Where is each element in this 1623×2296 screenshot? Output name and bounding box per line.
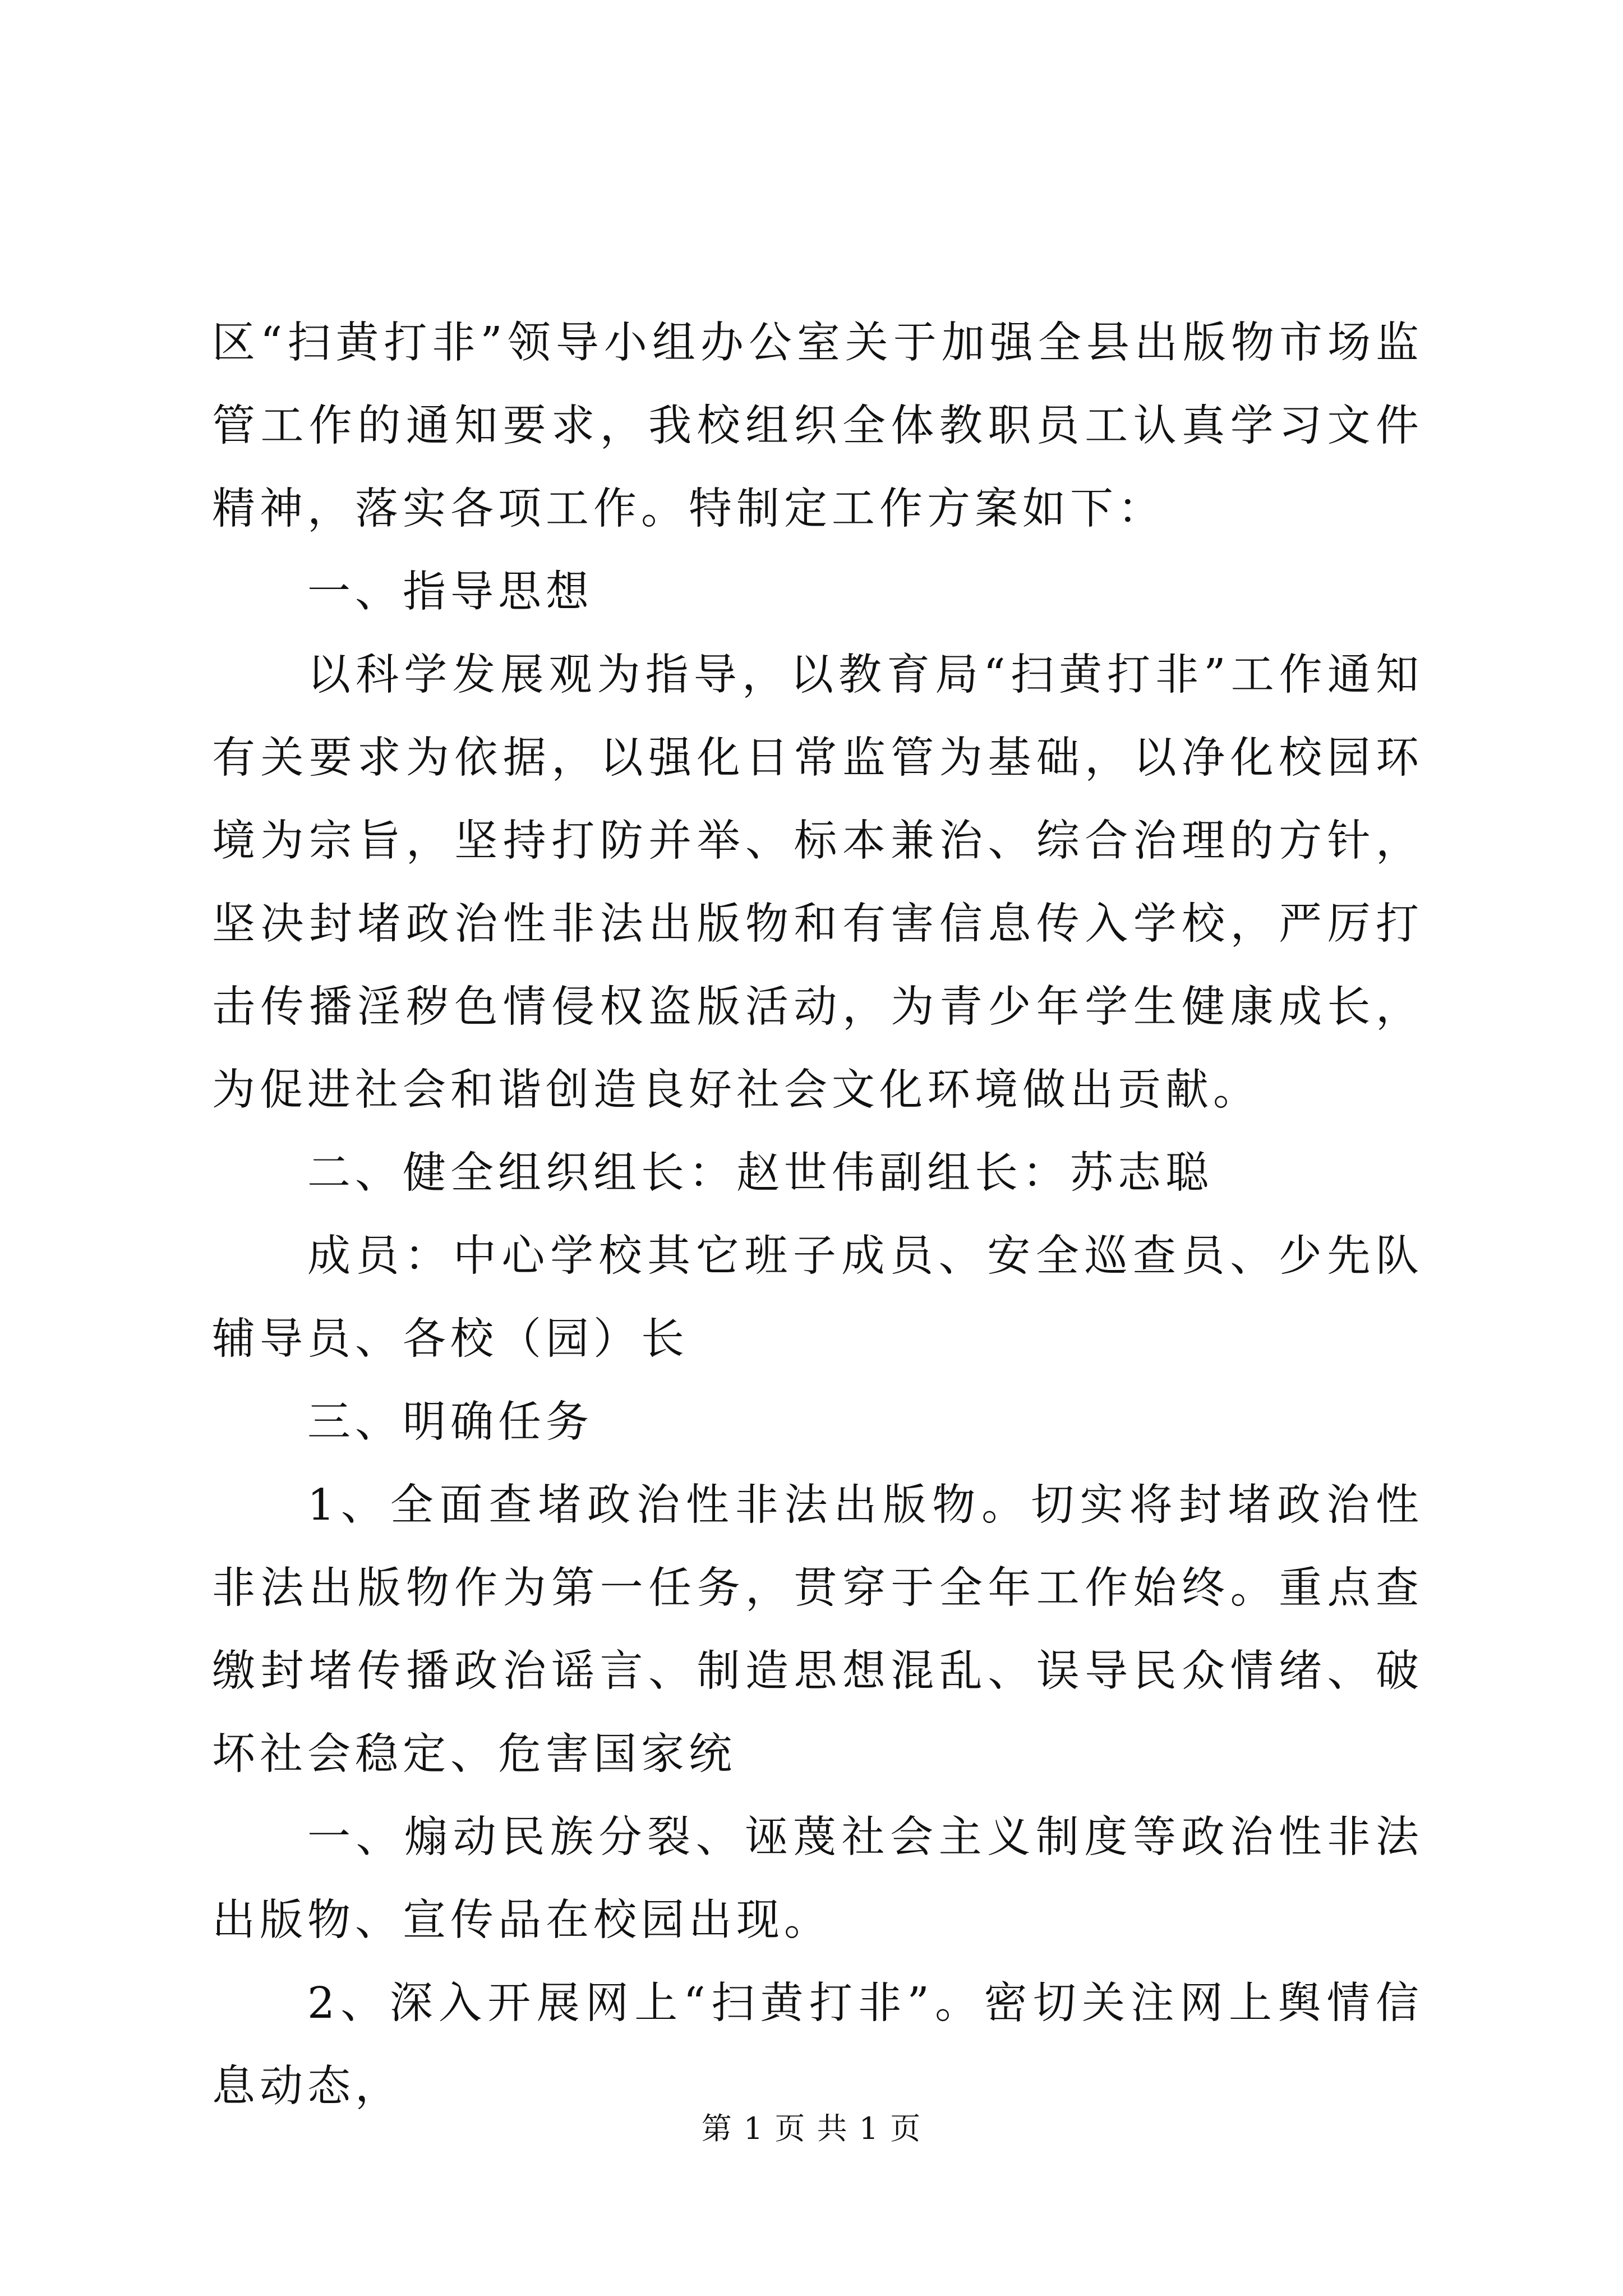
paragraph-members: 成员：中心学校其它班子成员、安全巡查员、少先队辅导员、各校（园）长 [212,1231,1423,1364]
paragraph-guiding-ideology: 以科学发展观为指导，以教育局“扫黄打非”工作通知有关要求为依据，以强化日常监管为基础，以净化校园环境为宗旨，坚持打防并举、标本兼治、综合治理的方针，坚决封堵政治性非法出版物和有害信息传入学校，严厉打击传播淫秽色情侵权盗版活动，为青少年学生健康成长，为促进社会和谐创造良好社会文化环境做出贡献。 [212,650,1423,1115]
paragraph-task-2: 2、深入开展网上“扫黄打非”。密切关注网上舆情信息动态， [212,1978,1423,2111]
page-footer: 第 1 页 共 1 页 [701,2111,922,2146]
heading-tasks: 三、明确任务 [307,1397,593,1447]
paragraph-task-1: 1、全面查堵政治性非法出版物。切实将封堵政治性非法出版物作为第一任务，贯穿于全年工作始终。重点查缴封堵传播政治谣言、制造思想混乱、误导民众情绪、破坏社会稳定、危害国家统 [212,1480,1423,1779]
heading-guiding-ideology: 一、指导思想 [307,567,593,617]
paragraph-task-1-continued: 一、煽动民族分裂、诬蔑社会主义制度等政治性非法出版物、宣传品在校园出现。 [212,1812,1423,1945]
document-body [212,302,1423,2128]
heading-organization: 二、健全组织组长：赵世伟副组长：苏志聪 [307,1148,1213,1198]
paragraph-intro: 区“扫黄打非”领导小组办公室关于加强全县出版物市场监管工作的通知要求，我校组织全体教职员工认真学习文件精神，落实各项工作。特制定工作方案如下： [212,318,1423,534]
